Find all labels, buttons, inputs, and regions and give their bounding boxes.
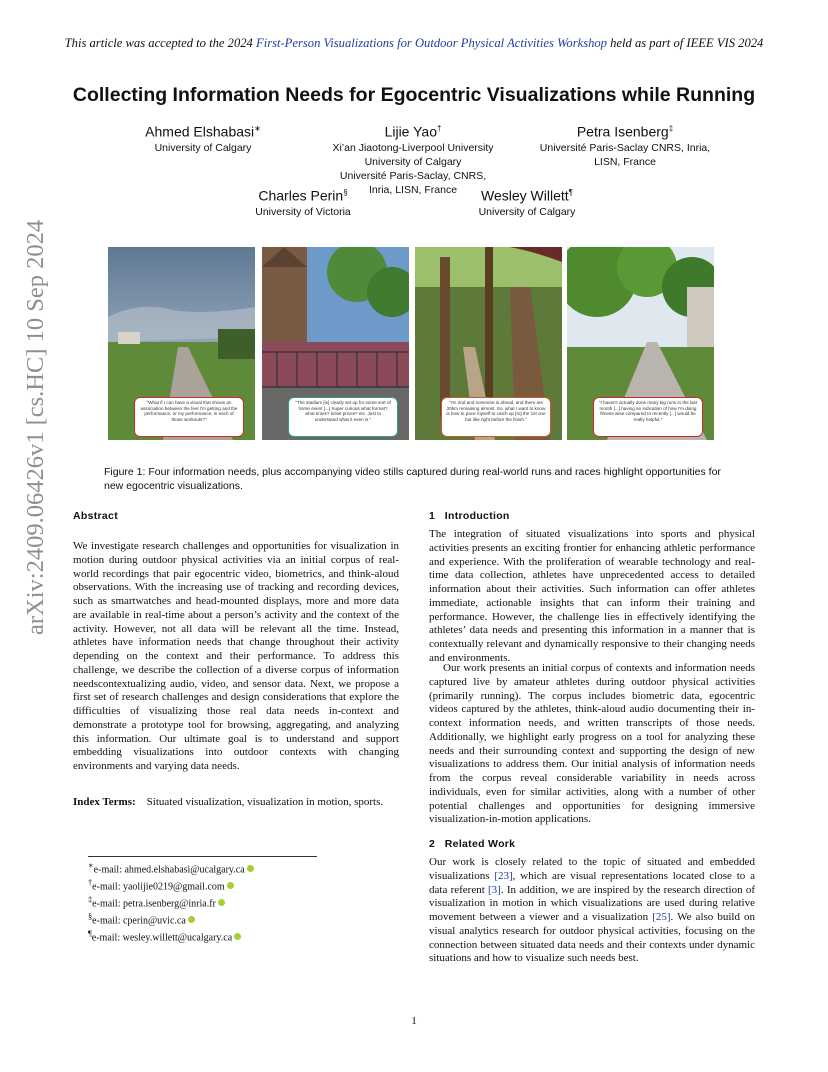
orcid-icon[interactable] xyxy=(247,865,254,872)
author-block-1: Ahmed Elshabasi∗ University of Calgary xyxy=(145,123,261,154)
figure-photo-3 xyxy=(415,247,562,440)
author-block-3: Petra Isenberg‡ Université Paris-Saclay CNRS, Inria, LISN, France xyxy=(539,123,711,168)
quote-bubble-2: "The stadium [is] clearly set up for some sort of horse event [...] Super curious what format? what times? ticket prices? etc. Just to understand what it even is." xyxy=(288,397,398,437)
author-block-4: Charles Perin§ University of Victoria xyxy=(255,187,351,218)
author-block-5: Wesley Willett¶ University of Calgary xyxy=(478,187,576,218)
footnote-5: ¶e-mail: wesley.willett@ucalgary.ca xyxy=(88,928,388,945)
citation-link[interactable]: [23] xyxy=(494,869,513,882)
introduction-paragraph-2: Our work presents an initial corpus of contexts and information needs captured live by amateur athletes during outdoor physical activities (primarily running). The corpus includes biometric data, egocentric videos captured by the athletes, think-aloud audio documenting their in-context information needs, and written transcripts of those needs. Additionally, we highlight early progress on a tool for analyzing these needs and their surrounding context and supporting the design of new visualizations to address them. Our initial analysis of information needs from the corpus reveal considerable variability in needs across individuals, even for similar activities, along with a number of other potential challenges and opportunities for designing immersive visualization-in-motion applications. xyxy=(429,662,755,826)
workshop-link[interactable]: First-Person Visualizations for Outdoor Physical Activities Workshop xyxy=(256,36,607,50)
quote-bubble-3: "I'm 2nd and someone is ahead, and there are 20km remaining almost. So, what I want to know is how to pace myself to catch up [to] the 1st one but like right before the finish." xyxy=(441,397,551,437)
citation-link[interactable]: [3] xyxy=(488,883,501,896)
paper-title: Collecting Information Needs for Egocentric Visualizations while Running xyxy=(72,84,756,106)
orcid-icon[interactable] xyxy=(234,933,241,940)
figure-caption: Figure 1: Four information needs, plus accompanying video stills captured during real-world runs and races highlight opportunities for new egocentric visualizations. xyxy=(104,466,721,492)
footnote-divider xyxy=(88,856,317,857)
footnote-4: §e-mail: cperin@uvic.ca xyxy=(88,911,388,928)
arxiv-identifier[interactable]: arXiv:2409.06426v1 [cs.HC] 10 Sep 2024 xyxy=(22,219,49,635)
figure-photo-1 xyxy=(108,247,255,440)
footnote-3: ‡e-mail: petra.isenberg@inria.fr xyxy=(88,894,388,911)
orcid-icon[interactable] xyxy=(188,916,195,923)
orcid-icon[interactable] xyxy=(227,882,234,889)
related-work-paragraph: Our work is closely related to the topic of situated and embedded visualizations [23], which are visual representations located close to a data referent [3]. In addition, we are inspired by the research direction of visualization in motion in which visualizations are used during relative movement between a viewer and a visualization [25]. We also build on visual analytics research for outdoor physical activities, focusing on the connection between situated data needs and their contexts under dynamic situations and how to visualize such needs best. xyxy=(429,856,755,965)
page-number: 1 xyxy=(411,1015,417,1027)
orcid-icon[interactable] xyxy=(218,899,225,906)
abstract-text: We investigate research challenges and opportunities for visualization in motion during outdoor physical activities via an initial corpus of real-world recordings that pair egocentric video, biometrics, and think-aloud observations. With the increasing use of tracking and recording devices, such as smartwatches and head-mounted displays, more and more data are available in real-time about a person’s activity and the context of the activity. However, not all data will be relevant all the time. Instead, athletes have information needs that change throughout their activity depending on the context and their performance. To address this challenge, we describe the collection of a diverse corpus of information needscontextualizing audio, video, and sensor data. Next, we propose a first set of research challenges and design considerations that explore the difficulties of visualizing those real data needs in-context and demonstrate a prototype tool for browsing, aggregating, and analyzing this information. Our ultimate goal is to understand and support embedding visualizations into outdoor contexts with changing environments and varying data needs. xyxy=(73,540,399,772)
figure-photo-2 xyxy=(262,247,409,440)
citation-link[interactable]: [25] xyxy=(652,911,671,923)
introduction-heading: 1 Introduction xyxy=(429,510,510,522)
index-terms: Index Terms: Situated visualization, visualization in motion, sports. xyxy=(73,796,384,808)
conference-note: This article was accepted to the 2024 First-Person Visualizations for Outdoor Physical Activities Workshop held as part of IEEE VIS 2024 xyxy=(64,36,764,50)
quote-bubble-4: "I haven't actually done many big runs in the last month [...] having an indication of how I'm doing fitness-wise compared to recently [...] would be really helpful." xyxy=(593,397,703,437)
figure-photo-4 xyxy=(567,247,714,440)
footnotes xyxy=(88,860,388,945)
footnote-2: †e-mail: yaolijie0219@gmail.com xyxy=(88,877,388,894)
author-block-2: Lijie Yao† Xi’an Jiaotong-Liverpool University University of Calgary Université Paris-Saclay, CNRS, Inria, LISN, France xyxy=(332,123,494,196)
footnote-1: ∗e-mail: ahmed.elshabasi@ucalgary.ca xyxy=(88,860,388,877)
introduction-paragraph-1: The integration of situated visualizations into sports and physical activities presents an exciting frontier for enhancing athletic performance and experience. With the proliferation of wearable technology and real-time data collection, athletes have unprecedented access to detailed information about their activities. Such information can offer athletes immediate, actionable insights that can inform their training and performance. However, the challenge lies in effectively identifying the athletes’ data needs and presenting this information in a manner that is contextually relevant and dynamically responsive to their changing needs and environments. xyxy=(429,528,755,664)
abstract-heading: Abstract xyxy=(73,510,118,522)
quote-bubble-1: "What if I can have a visual that shows an association between the feel I'm getting and the performance, or my performance, in each of those workouts?" xyxy=(134,397,244,437)
related-work-heading: 2 Related Work xyxy=(429,838,516,850)
